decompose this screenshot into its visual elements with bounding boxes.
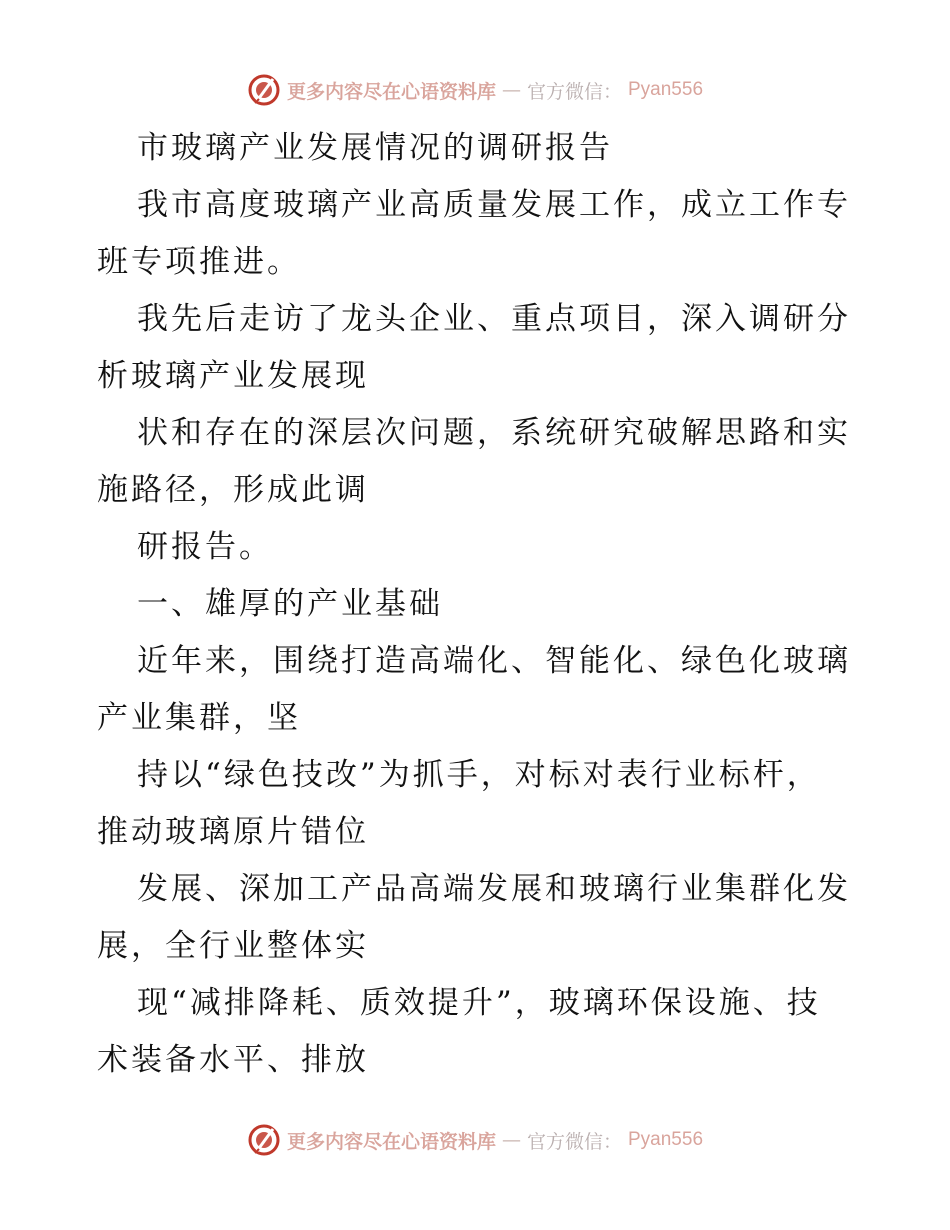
text-line: 推动玻璃原片错位: [97, 814, 369, 850]
watermark-dash: —: [501, 79, 521, 101]
watermark-main-text: 更多内容尽在心语资料库: [286, 1130, 496, 1153]
text-line: 我先后走访了龙头企业、重点项目，深入调研分: [137, 301, 851, 337]
text-line: 一、雄厚的产业基础: [137, 586, 443, 622]
text-line: 班专项推进。: [97, 244, 301, 280]
logo-icon: [247, 1123, 281, 1157]
watermark-official-label: 官方微信：: [526, 1130, 622, 1153]
text-line: 持以“绿色技改”为抓手，对标对表行业标杆，: [137, 757, 821, 793]
text-line: 近年来，围绕打造高端化、智能化、绿色化玻璃: [137, 643, 851, 679]
logo-icon: [247, 73, 281, 107]
watermark-id: Pyan556: [628, 1129, 704, 1150]
watermark-header: [0, 70, 950, 110]
watermark-dash: —: [501, 1129, 521, 1151]
text-line: 产业集群，坚: [97, 700, 301, 736]
text-line: 术装备水平、排放: [97, 1042, 369, 1078]
watermark-id: Pyan556: [628, 79, 704, 100]
text-line: 施路径，形成此调: [97, 472, 369, 508]
text-line: 研报告。: [137, 529, 273, 565]
text-line: 我市高度玻璃产业高质量发展工作，成立工作专: [137, 187, 851, 223]
watermark-official-label: 官方微信：: [526, 80, 622, 103]
text-line: 状和存在的深层次问题，系统研究破解思路和实: [137, 415, 851, 451]
text-line: 展，全行业整体实: [97, 928, 369, 964]
watermark-footer: [0, 1120, 950, 1160]
text-line: 发展、深加工产品高端发展和玻璃行业集群化发: [137, 871, 851, 907]
text-line: 现“减排降耗、质效提升”，玻璃环保设施、技: [137, 985, 821, 1021]
document-body: [97, 120, 857, 1089]
text-line: 市玻璃产业发展情况的调研报告: [137, 130, 613, 166]
text-line: 析玻璃产业发展现: [97, 358, 369, 394]
watermark-main-text: 更多内容尽在心语资料库: [286, 80, 496, 103]
